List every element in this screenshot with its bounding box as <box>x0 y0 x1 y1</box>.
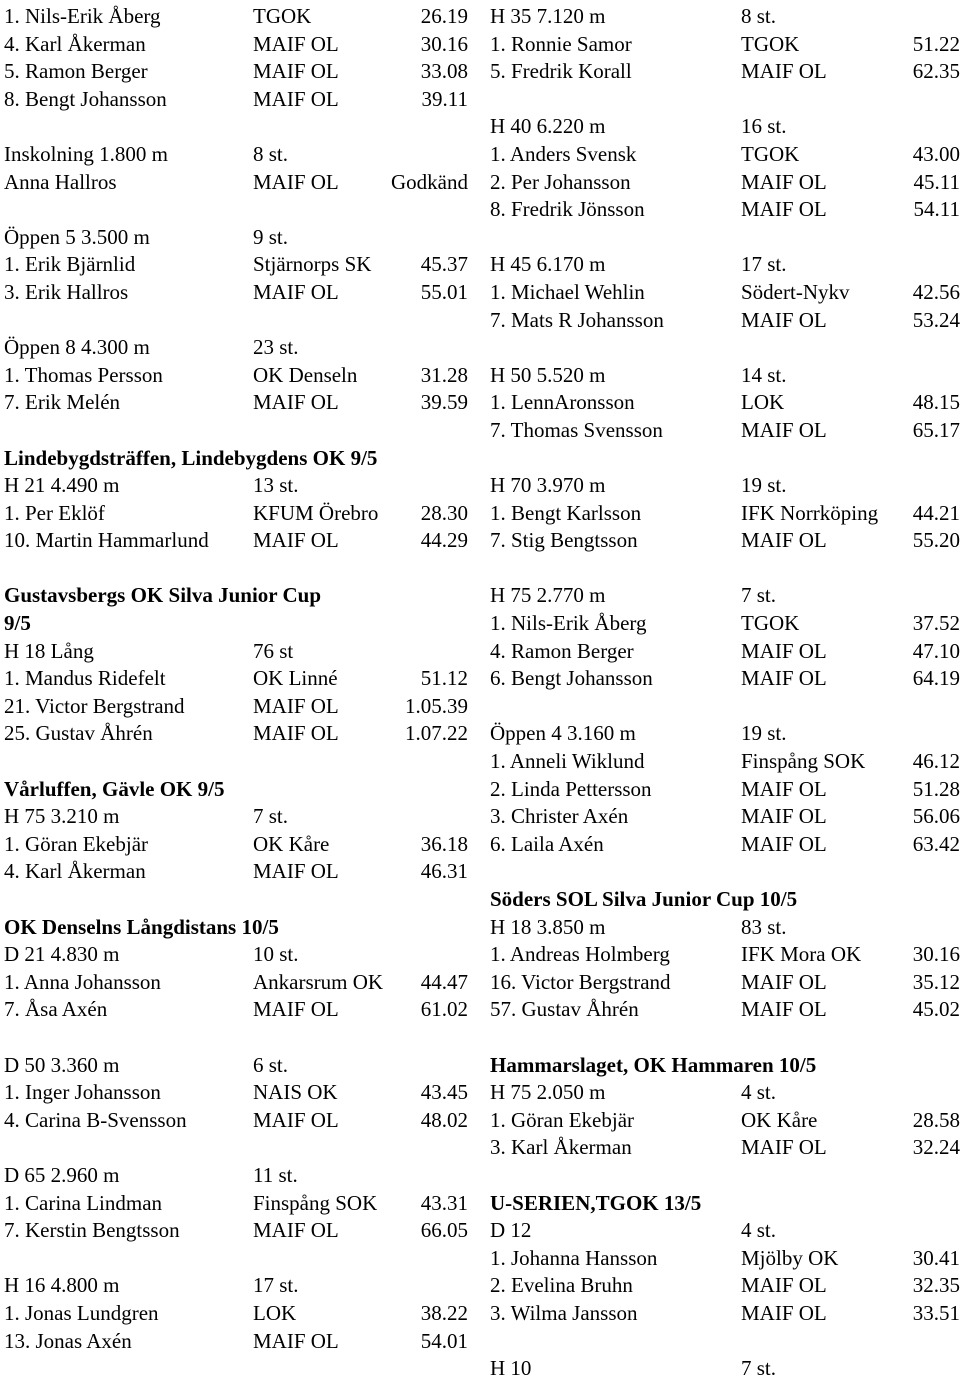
result-club: LOK <box>253 1300 297 1325</box>
result-name: 1. Bengt Karlsson <box>490 500 642 525</box>
result-name: 1. Erik Bjärnlid <box>4 252 136 277</box>
spacer <box>4 748 474 776</box>
result-name: 1. Nils-Erik Åberg <box>490 611 647 636</box>
result-time: 33.08 <box>420 59 468 84</box>
result-time: 43.00 <box>912 141 960 166</box>
result-club: 11 st. <box>253 1162 298 1187</box>
result-club: MAIF OL <box>253 169 339 194</box>
result-time: 32.35 <box>912 1273 960 1298</box>
result-club: 10 st. <box>253 942 299 967</box>
result-time: 37.52 <box>912 611 960 636</box>
result-club: 4 st. <box>741 1218 777 1243</box>
result-time: 51.22 <box>912 31 960 56</box>
spacer <box>490 693 960 721</box>
result-name: 21. Victor Bergstrand <box>4 693 185 718</box>
result-club: TGOK <box>741 141 800 166</box>
result-row <box>490 914 960 942</box>
result-time: 43.31 <box>420 1190 468 1215</box>
event-heading: Gustavsbergs OK Silva Junior Cup <box>4 583 322 608</box>
result-club: MAIF OL <box>253 31 339 56</box>
result-time: 46.12 <box>912 749 960 774</box>
result-row <box>490 1107 960 1135</box>
result-row <box>490 527 960 555</box>
result-row <box>4 527 474 555</box>
result-club: MAIF OL <box>253 86 339 111</box>
result-row <box>4 858 474 886</box>
result-name: H 16 4.800 m <box>4 1273 120 1298</box>
result-club: Finspång SOK <box>741 749 866 774</box>
result-row <box>490 665 960 693</box>
result-row <box>490 831 960 859</box>
spacer <box>4 886 474 914</box>
result-name: H 10 <box>490 1356 532 1381</box>
result-club: 7 st. <box>741 583 777 608</box>
result-name: H 75 2.770 m <box>490 583 606 608</box>
result-club: MAIF OL <box>253 693 339 718</box>
result-club: 7 st. <box>253 804 289 829</box>
result-club: MAIF OL <box>741 1300 827 1325</box>
result-club: KFUM Örebro <box>253 500 379 525</box>
result-club: MAIF OL <box>741 776 827 801</box>
result-club: MAIF OL <box>741 638 827 663</box>
spacer <box>4 113 474 141</box>
result-name: 7. Mats R Johansson <box>490 307 664 332</box>
result-club: MAIF OL <box>253 1107 339 1132</box>
spacer <box>4 196 474 224</box>
result-row <box>490 251 960 279</box>
result-club: MAIF OL <box>253 1328 339 1353</box>
result-name: 1. Ronnie Samor <box>490 31 632 56</box>
result-club: MAIF OL <box>253 1218 339 1243</box>
result-row <box>4 720 474 748</box>
result-name: H 40 6.220 m <box>490 114 606 139</box>
result-club: MAIF OL <box>741 997 827 1022</box>
result-time: 35.12 <box>912 969 960 994</box>
result-row <box>490 748 960 776</box>
result-name: H 75 2.050 m <box>490 1080 606 1105</box>
result-name: 1. Göran Ekebjär <box>490 1107 635 1132</box>
result-row <box>4 1190 474 1218</box>
result-club: 19 st. <box>741 473 787 498</box>
result-row <box>490 1217 960 1245</box>
result-time: 65.17 <box>912 417 960 442</box>
result-time: 55.20 <box>912 528 960 553</box>
result-name: H 21 4.490 m <box>4 473 120 498</box>
result-row <box>4 996 474 1024</box>
result-time: 30.16 <box>912 942 960 967</box>
result-time: 44.29 <box>420 528 468 553</box>
result-name: Öppen 4 3.160 m <box>490 721 636 746</box>
result-name: 16. Victor Bergstrand <box>490 969 671 994</box>
result-row <box>490 941 960 969</box>
spacer <box>490 224 960 252</box>
result-name: 1. Jonas Lundgren <box>4 1300 159 1325</box>
event-heading: 9/5 <box>4 611 31 636</box>
spacer <box>4 417 474 445</box>
result-club: MAIF OL <box>253 859 339 884</box>
result-time: 66.05 <box>420 1218 468 1243</box>
result-time: 45.02 <box>912 997 960 1022</box>
result-row <box>4 941 474 969</box>
result-club: 14 st. <box>741 362 787 387</box>
result-time: 43.45 <box>420 1080 468 1105</box>
result-row <box>490 969 960 997</box>
result-name: 3. Wilma Jansson <box>490 1300 638 1325</box>
result-row <box>490 610 960 638</box>
result-row <box>490 1272 960 1300</box>
result-row <box>4 1300 474 1328</box>
result-name: 3. Karl Åkerman <box>490 1135 632 1160</box>
event-heading: Hammarslaget, OK Hammaren 10/5 <box>490 1052 817 1077</box>
result-row <box>490 1245 960 1273</box>
spacer <box>4 1024 474 1052</box>
result-club: MAIF OL <box>741 804 827 829</box>
result-name: Öppen 8 4.300 m <box>4 335 150 360</box>
result-row <box>490 417 960 445</box>
result-time: 64.19 <box>912 666 960 691</box>
result-name: 2. Evelina Bruhn <box>490 1273 633 1298</box>
result-row <box>4 224 474 252</box>
result-row <box>490 307 960 335</box>
result-row <box>4 1052 474 1080</box>
result-club: MAIF OL <box>741 59 827 84</box>
result-club: MAIF OL <box>253 390 339 415</box>
result-time: 51.12 <box>420 666 468 691</box>
result-club: NAIS OK <box>253 1080 338 1105</box>
event-heading: Vårluffen, Gävle OK 9/5 <box>4 776 225 801</box>
result-club: 8 st. <box>253 141 289 166</box>
result-time: 54.11 <box>913 197 960 222</box>
result-name: 5. Ramon Berger <box>4 59 148 84</box>
result-row <box>490 58 960 86</box>
result-time: 28.30 <box>420 500 468 525</box>
result-row <box>4 969 474 997</box>
event-heading: Söders SOL Silva Junior Cup 10/5 <box>490 887 798 911</box>
result-row <box>4 831 474 859</box>
result-name: 6. Laila Axén <box>490 831 604 856</box>
result-row <box>4 500 474 528</box>
result-row <box>490 31 960 59</box>
result-name: H 50 5.520 m <box>490 362 606 387</box>
result-time: 32.24 <box>912 1135 960 1160</box>
result-time: 28.58 <box>912 1107 960 1132</box>
result-name: 5. Fredrik Korall <box>490 59 632 84</box>
result-time: Godkänd <box>391 169 468 194</box>
result-row <box>4 362 474 390</box>
result-club: OK Kåre <box>741 1107 818 1132</box>
result-row <box>4 279 474 307</box>
result-club: MAIF OL <box>741 831 827 856</box>
result-name: 1. Carina Lindman <box>4 1190 163 1215</box>
result-club: MAIF OL <box>253 997 339 1022</box>
right-results-column <box>490 3 960 1383</box>
result-club: 16 st. <box>741 114 787 139</box>
result-club: MAIF OL <box>741 197 827 222</box>
result-time: 36.18 <box>420 831 468 856</box>
result-club: OK Linné <box>253 666 338 691</box>
result-club: 19 st. <box>741 721 787 746</box>
result-time: 45.11 <box>913 169 960 194</box>
result-name: 7. Åsa Axén <box>4 997 108 1022</box>
result-name: 2. Linda Pettersson <box>490 776 652 801</box>
result-row <box>4 665 474 693</box>
spacer <box>4 1245 474 1273</box>
result-time: 33.51 <box>912 1300 960 1325</box>
result-row <box>490 169 960 197</box>
result-row <box>490 996 960 1024</box>
result-time: 46.31 <box>420 859 468 884</box>
result-club: MAIF OL <box>253 528 339 553</box>
result-club: MAIF OL <box>741 666 827 691</box>
result-club: TGOK <box>253 4 312 28</box>
result-club: OK Kåre <box>253 831 330 856</box>
result-club: MAIF OL <box>741 528 827 553</box>
result-time: 51.28 <box>912 776 960 801</box>
result-club: 17 st. <box>253 1273 299 1298</box>
result-name: 1. Anna Johansson <box>4 969 161 994</box>
result-name: 7. Thomas Svensson <box>490 417 663 442</box>
result-name: 4. Ramon Berger <box>490 638 634 663</box>
result-row <box>4 1328 474 1356</box>
result-club: MAIF OL <box>741 1273 827 1298</box>
result-time: 62.35 <box>912 59 960 84</box>
result-club: Stjärnorps SK <box>253 252 372 277</box>
result-club: IFK Mora OK <box>741 942 862 967</box>
event-heading: U-SERIEN,TGOK 13/5 <box>490 1190 702 1215</box>
spacer <box>4 555 474 583</box>
result-name: 1. LennAronsson <box>490 390 635 415</box>
result-name: H 45 6.170 m <box>490 252 606 277</box>
result-time: 1.05.39 <box>405 693 468 718</box>
result-club: 6 st. <box>253 1052 289 1077</box>
result-name: 3. Christer Axén <box>490 804 629 829</box>
result-name: 2. Per Johansson <box>490 169 631 194</box>
result-row <box>4 251 474 279</box>
spacer <box>490 445 960 473</box>
result-club: Finspång SOK <box>253 1190 378 1215</box>
spacer <box>490 1328 960 1356</box>
result-name: 1. Johanna Hansson <box>490 1245 658 1270</box>
result-time: 63.42 <box>912 831 960 856</box>
result-name: 4. Karl Åkerman <box>4 859 146 884</box>
result-time: 39.11 <box>421 86 468 111</box>
result-row <box>490 1355 960 1383</box>
spacer <box>490 334 960 362</box>
result-name: H 70 3.970 m <box>490 473 606 498</box>
spacer <box>4 307 474 335</box>
result-name: 4. Carina B-Svensson <box>4 1107 187 1132</box>
result-time: 44.21 <box>912 500 960 525</box>
result-name: D 65 2.960 m <box>4 1162 120 1187</box>
result-row <box>4 3 474 31</box>
result-name: 3. Erik Hallros <box>4 279 129 304</box>
result-name: H 75 3.210 m <box>4 804 120 829</box>
result-club: MAIF OL <box>741 417 827 442</box>
result-row <box>4 86 474 114</box>
result-name: 1. Per Eklöf <box>4 500 105 525</box>
result-name: 57. Gustav Åhrén <box>490 997 639 1022</box>
result-name: Öppen 5 3.500 m <box>4 224 150 249</box>
result-club: 23 st. <box>253 335 299 360</box>
result-club: 83 st. <box>741 914 787 939</box>
result-club: 9 st. <box>253 224 289 249</box>
result-club: LOK <box>741 390 785 415</box>
result-time: 30.16 <box>420 31 468 56</box>
result-row <box>490 638 960 666</box>
result-row <box>4 693 474 721</box>
result-row <box>4 1162 474 1190</box>
result-club: 4 st. <box>741 1080 777 1105</box>
result-time: 31.28 <box>420 362 468 387</box>
result-row <box>490 113 960 141</box>
result-name: 13. Jonas Axén <box>4 1328 132 1353</box>
result-name: Anna Hallros <box>4 169 117 194</box>
result-time: 48.02 <box>420 1107 468 1132</box>
result-club: MAIF OL <box>741 1135 827 1160</box>
result-name: D 50 3.360 m <box>4 1052 120 1077</box>
result-name: 7. Stig Bengtsson <box>490 528 638 553</box>
result-row <box>490 196 960 224</box>
result-name: H 18 3.850 m <box>490 914 606 939</box>
result-name: 1. Michael Wehlin <box>490 279 645 304</box>
result-row <box>490 1134 960 1162</box>
result-name: 1. Thomas Persson <box>4 362 163 387</box>
result-time: 47.10 <box>912 638 960 663</box>
result-row <box>4 31 474 59</box>
result-row <box>490 3 960 31</box>
result-time: 48.15 <box>912 390 960 415</box>
result-row <box>4 1107 474 1135</box>
result-row <box>490 1300 960 1328</box>
result-club: 7 st. <box>741 1356 777 1381</box>
result-name: 25. Gustav Åhrén <box>4 721 153 746</box>
result-row <box>4 389 474 417</box>
result-row <box>4 58 474 86</box>
result-name: 1. Anders Svensk <box>490 141 637 166</box>
result-row <box>490 389 960 417</box>
left-results-column <box>4 3 474 1355</box>
result-row <box>4 638 474 666</box>
result-name: 8. Fredrik Jönsson <box>490 197 645 222</box>
result-time: 38.22 <box>420 1300 468 1325</box>
result-row <box>490 500 960 528</box>
result-club: Mjölby OK <box>741 1245 839 1270</box>
result-name: 6. Bengt Johansson <box>490 666 653 691</box>
result-name: 1. Anneli Wiklund <box>490 749 645 774</box>
spacer <box>490 858 960 886</box>
result-time: 42.56 <box>912 279 960 304</box>
result-club: 76 st <box>253 638 294 663</box>
result-time: 44.47 <box>420 969 468 994</box>
result-name: 8. Bengt Johansson <box>4 86 167 111</box>
result-name: D 21 4.830 m <box>4 942 120 967</box>
result-time: 1.07.22 <box>405 721 468 746</box>
result-name: Inskolning 1.800 m <box>4 141 168 166</box>
result-time: 53.24 <box>912 307 960 332</box>
result-name: H 18 Lång <box>4 638 94 663</box>
result-row <box>490 141 960 169</box>
result-row <box>490 472 960 500</box>
result-club: MAIF OL <box>741 307 827 332</box>
result-time: 54.01 <box>420 1328 468 1353</box>
result-name: H 35 7.120 m <box>490 4 606 28</box>
result-row <box>490 279 960 307</box>
result-row <box>490 803 960 831</box>
result-name: 1. Nils-Erik Åberg <box>4 4 161 28</box>
result-row <box>4 472 474 500</box>
result-row <box>4 1079 474 1107</box>
result-name: D 12 <box>490 1218 532 1243</box>
result-row <box>490 582 960 610</box>
result-time: 56.06 <box>912 804 960 829</box>
result-row <box>4 1272 474 1300</box>
result-name: 1. Göran Ekebjär <box>4 831 149 856</box>
result-time: 55.01 <box>420 279 468 304</box>
result-row <box>4 1217 474 1245</box>
result-row <box>490 362 960 390</box>
result-club: Ankarsrum OK <box>253 969 384 994</box>
result-name: 4. Karl Åkerman <box>4 31 146 56</box>
result-club: Södert-Nykv <box>741 279 850 304</box>
result-row <box>4 803 474 831</box>
result-row <box>4 334 474 362</box>
spacer <box>4 1134 474 1162</box>
spacer <box>490 1162 960 1190</box>
result-name: 1. Inger Johansson <box>4 1080 161 1105</box>
result-row <box>4 169 474 197</box>
result-row <box>4 141 474 169</box>
result-time: 45.37 <box>420 252 468 277</box>
result-club: MAIF OL <box>253 59 339 84</box>
result-name: 1. Mandus Ridefelt <box>4 666 166 691</box>
result-row <box>490 1079 960 1107</box>
result-row <box>490 776 960 804</box>
result-club: MAIF OL <box>741 969 827 994</box>
spacer <box>490 1024 960 1052</box>
spacer <box>490 555 960 583</box>
spacer <box>490 86 960 114</box>
result-time: 61.02 <box>420 997 468 1022</box>
result-time: 30.41 <box>912 1245 960 1270</box>
result-club: TGOK <box>741 31 800 56</box>
result-name: 7. Erik Melén <box>4 390 121 415</box>
result-club: TGOK <box>741 611 800 636</box>
event-heading: Lindebygdsträffen, Lindebygdens OK 9/5 <box>4 445 378 470</box>
result-club: MAIF OL <box>741 169 827 194</box>
result-club: MAIF OL <box>253 721 339 746</box>
result-name: 10. Martin Hammarlund <box>4 528 209 553</box>
result-club: 8 st. <box>741 4 777 28</box>
result-club: MAIF OL <box>253 279 339 304</box>
result-club: IFK Norrköping <box>741 500 879 525</box>
result-name: 1. Andreas Holmberg <box>490 942 670 967</box>
event-heading: OK Denselns Långdistans 10/5 <box>4 914 279 939</box>
result-time: 39.59 <box>420 390 468 415</box>
result-club: 13 st. <box>253 473 299 498</box>
result-club: OK Denseln <box>253 362 358 387</box>
result-name: 7. Kerstin Bengtsson <box>4 1218 180 1243</box>
result-club: 17 st. <box>741 252 787 277</box>
result-row <box>490 720 960 748</box>
result-time: 26.19 <box>420 4 468 28</box>
